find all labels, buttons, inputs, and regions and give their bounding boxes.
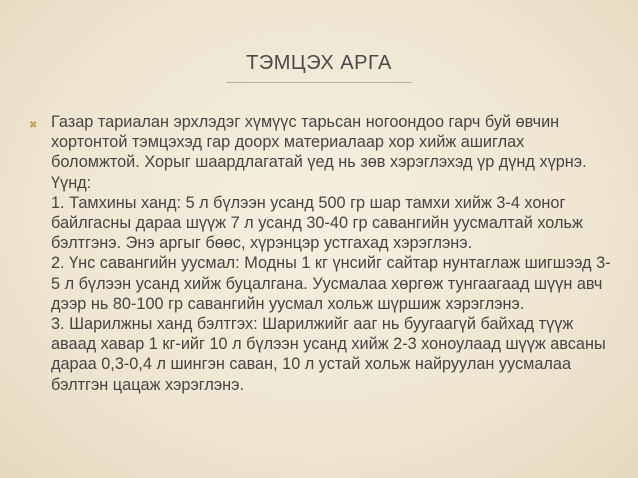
body-paragraph: Газар тариалан эрхлэдэг хүмүүс тарьсан ногоондоо гарч буй өвчин хортонтой тэмцэхэд гар доорх материалаар хор хийж ашиглах боломжтой. Хорыг шаардлагатай үед нь зөв хэрэглэхэд үр дүнд хүрнэ. Үүнд: 1. Тамхины ханд: 5 л бүлээн усанд 500 гр шар тамхи хийж 3-4 хоног байлгасны дараа шүүж 7 л усанд 30-40 гр савангийн уусмалтай хольж бэлтгэнэ. Энэ аргыг бөөс, хүрэнцэр устгахад хэрэглэнэ. 2. Үнс савангийн уусмал: Модны 1 кг үнсийг сайтар нунтаглаж шигшээд 3-5 л бүлээн усанд хийж буцалгана. Уусмалаа хөргөж тунгаагаад шүүн авч дээр нь 80-100 гр савангийн уусмал хольж шүршиж хэрэглэнэ. 3. Шарилжны ханд бэлтгэх: Шарилжийг ааг нь буугаагүй байхад түүж аваад хавар 1 кг-ийг 10 л бүлээн усанд хийж 2-3 хоноулаад шүүж авсаны дараа 0,3-0,4 л шингэн саван, 10 л устай хольж найруулан уусмалаа бэлтгэн цацаж хэрэглэнэ. (51, 113, 611, 394)
x-mark-bullet-icon: ✖ (29, 120, 38, 131)
title-underline (226, 82, 412, 83)
slide-title: ТЭМЦЭХ АРГА (246, 52, 392, 74)
